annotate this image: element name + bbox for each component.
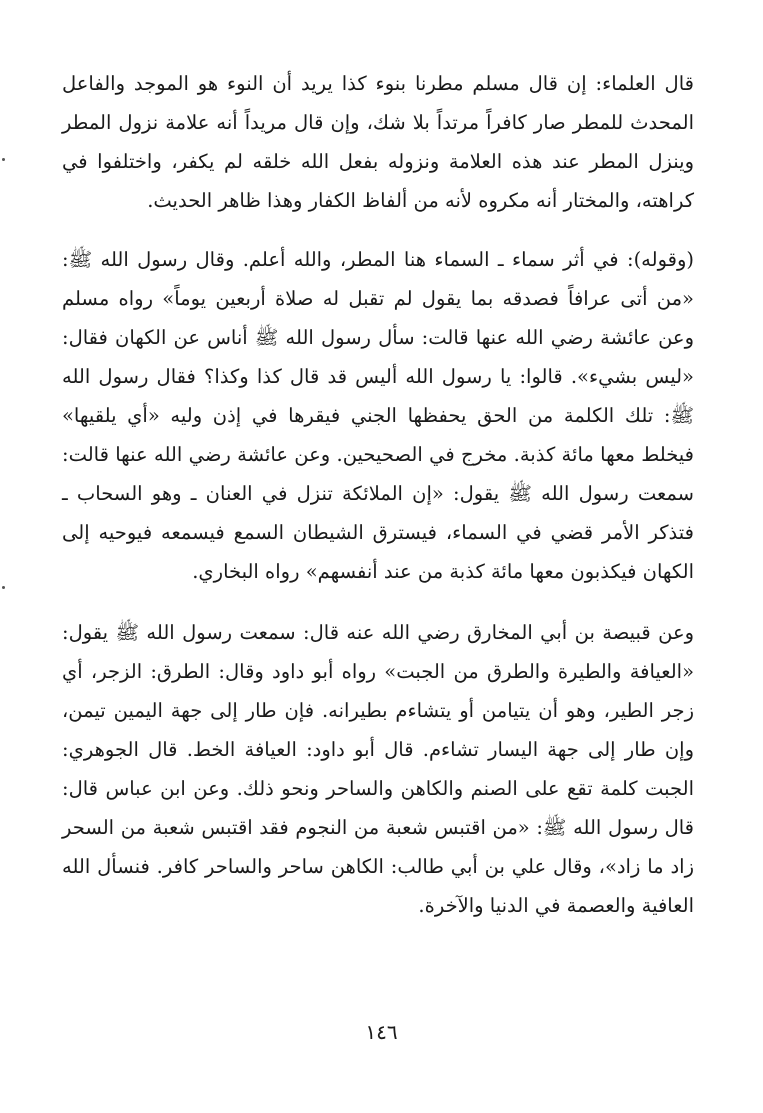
page-number: ١٤٦ (365, 1020, 398, 1044)
scan-edge-mark-bottom (2, 586, 5, 589)
paragraph-ulama-opinion: قال العلماء: إن قال مسلم مطرنا بنوء كذا يريد أن النوء هو الموجد والفاعل المحدث للمطر صار كافراً مرتداً بلا شك، وإن قال مريداً أنه علامة نزول المطر وينزل المطر عند هذه العلامة ونزوله بفعل الله خلقه لم يكفر، واختلفوا في كراهته، والمختار أنه مكروه لأنه من ألفاظ الكفار وهذا ظاهر الحديث. (62, 72, 694, 212)
scan-edge-mark-top (2, 158, 5, 161)
paragraph-fortune-tellers-hadith: (وقوله): في أثر سماء ـ السماء هنا المطر، والله أعلم. وقال رسول الله ﷺ: «من أتى عرافاً فصدقه بما يقول لم تقبل له صلاة أربعين يوماً» رواه مسلم وعن عائشة رضي الله عنها قالت: سأل رسول الله ﷺ أناس عن الكهان فقال: «ليس بشيء». قالوا: يا رسول الله أليس قد قال كذا وكذا؟ فقال رسول الله ﷺ: تلك الكلمة من الحق يحفظها الجني فيقرها في إذن وليه «أي يلقيها» فيخلط معها مائة كذبة. مخرج في الصحيحين. وعن عائشة رضي الله عنها قالت: سمعت رسول الله ﷺ يقول: «إن الملائكة تنزل في العنان ـ وهو السحاب ـ فتذكر الأمر قضي في السماء، فيسترق الشيطان السمع فيسمعه فيوحيه إلى الكهان فيكذبون معها مائة كذبة من عند أنفسهم» رواه البخاري. (62, 248, 694, 583)
page-body (62, 64, 694, 925)
paragraph-divination-hadith: وعن قبيصة بن أبي المخارق رضي الله عنه قال: سمعت رسول الله ﷺ يقول: «العيافة والطيرة والطرق من الجبت» رواه أبو داود وقال: الطرق: الزجر، أي زجر الطير، وهو أن يتيامن أو يتشاءم بطيرانه. فإن طار إلى جهة اليمين تيمن، وإن طار إلى جهة اليسار تشاءم. قال أبو داود: العيافة الخط. قال الجوهري: الجبت كلمة تقع على الصنم والكاهن والساحر ونحو ذلك. وعن ابن عباس قال: قال رسول الله ﷺ: «من اقتبس شعبة من النجوم فقد اقتبس شعبة من السحر زاد ما زاد»، وقال علي بن أبي طالب: الكاهن ساحر والساحر كافر. فنسأل الله العافية والعصمة في الدنيا والآخرة. (62, 621, 694, 917)
